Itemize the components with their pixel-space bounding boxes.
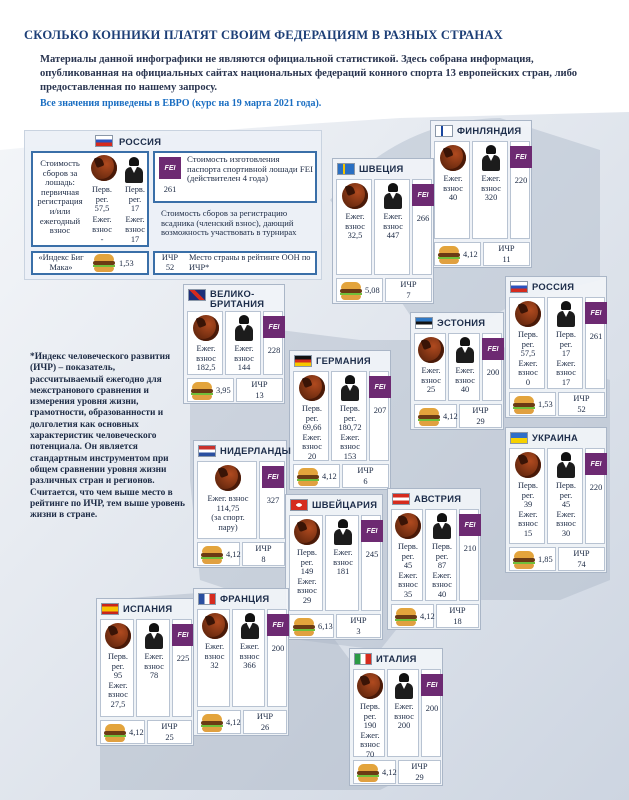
country-card-estonia <box>410 312 504 430</box>
fei-passport-icon: FEI <box>262 466 284 488</box>
hdi-value: 6 <box>363 477 368 486</box>
rider-fee-text: Ежег. взнос 78 <box>144 652 164 681</box>
fei-passport-icon: FEI <box>421 674 443 696</box>
fei-passport-cell <box>585 448 605 544</box>
hdi-footnote: *Индекс человеческого развития (ИЧР) – показатель, рассчитываемый ежегодно для межстранового сравнения и измерения уровня жизни, грамотности, образованности и долголетия как основных характеристик человеческого потенциала. Он является стандартным инструментом при общем сравнении уровня жизни различных стран и регионов. Считается, что чем выше место в рейтинге по ИЧР, тем выше уровень жизни в стране. <box>30 352 185 521</box>
country-name: ФИНЛЯНДИЯ <box>457 125 522 136</box>
horse-fee-cell <box>289 515 323 611</box>
fei-passport-value: 220 <box>589 483 603 492</box>
bigmac-cell <box>509 392 556 416</box>
germany-flag-icon <box>294 355 312 367</box>
hdi-cell <box>243 710 287 734</box>
country-card-switzerland <box>285 494 383 640</box>
legend-horse-first-val: 57,5 <box>94 204 110 213</box>
rider-fee-text: Перв. рег. 17 Ежег. взнос 17 <box>555 330 576 387</box>
big-mac-icon <box>201 714 223 732</box>
bigmac-cell <box>289 614 334 638</box>
country-card-italy <box>349 648 443 786</box>
horse-head-icon <box>193 315 219 341</box>
horse-fee-text: Ежег. взнос 32,5 <box>345 212 365 241</box>
fei-passport-icon: FEI <box>412 184 434 206</box>
hdi-value: 25 <box>165 733 174 742</box>
fei-passport-icon: FEI <box>361 520 383 542</box>
horse-head-icon <box>515 452 541 478</box>
fei-passport-icon: FEI <box>585 453 607 475</box>
rider-fee-text: Перв. рег. 45 Ежег. взнос 30 <box>555 481 576 538</box>
spain-flag-icon <box>101 603 119 615</box>
big-mac-icon <box>513 551 535 569</box>
hdi-label: ИЧР <box>472 406 489 415</box>
fei-passport-icon: FEI <box>482 338 504 360</box>
fei-passport-cell <box>482 333 502 401</box>
hdi-value: 11 <box>502 255 511 264</box>
fei-passport-value: 228 <box>267 346 281 355</box>
big-mac-icon <box>191 382 213 400</box>
page-title: СКОЛЬКО КОННИКИ ПЛАТЯТ СВОИМ ФЕДЕРАЦИЯМ В РАЗНЫХ СТРАНАХ <box>24 28 503 42</box>
horse-head-icon <box>105 623 131 649</box>
rider-fee-text: Ежег. взнос 320 <box>481 174 501 203</box>
rider-icon <box>455 337 475 363</box>
rider-fee-text: Ежег. взнос 40 <box>455 366 475 395</box>
fei-passport-icon: FEI <box>267 614 289 636</box>
country-card-netherlands <box>193 440 292 568</box>
big-mac-icon <box>93 254 115 272</box>
estonia-flag-icon <box>415 317 433 329</box>
hdi-value: 52 <box>577 405 586 414</box>
horse-fee-text: Перв. рег. 39 Ежег. взнос 15 <box>517 481 538 538</box>
currency-note: Все значения приведены в ЕВРО (курс на 19 марта 2021 года). <box>40 98 322 109</box>
legend-rider-annual: Ежег. взнос <box>125 215 145 234</box>
bigmac-value: 4,12 <box>443 412 458 421</box>
legend-hdi-desc: Место страны в рейтинге ООН по ИЧР* <box>189 253 311 272</box>
horse-head-icon <box>91 155 117 181</box>
fei-passport-cell <box>585 297 605 389</box>
horse-fee-text: Перв. рег. 69,66 Ежег. взнос 20 <box>301 404 322 461</box>
fei-passport-cell <box>412 179 432 275</box>
russia-flag-icon <box>95 135 113 147</box>
hdi-value: 8 <box>261 555 266 564</box>
country-name: ФРАНЦИЯ <box>220 593 270 604</box>
country-name: АВСТРИЯ <box>414 493 462 504</box>
fei-passport-icon: FEI <box>159 157 181 179</box>
horse-head-icon <box>294 519 320 545</box>
hdi-label: ИЧР <box>449 606 466 615</box>
legend-panel <box>24 130 322 280</box>
rider-fee-cell <box>331 371 367 461</box>
country-card-ukraine <box>505 427 607 573</box>
horse-fee-cell <box>434 141 470 239</box>
legend-bigmac-val: 1,53 <box>119 259 134 268</box>
legend-horse-first: Перв. рег. <box>91 185 112 204</box>
legend-bigmac-label: «Индекс Биг Мака» <box>38 253 84 272</box>
hdi-label: ИЧР <box>251 380 268 389</box>
fei-passport-value: 200 <box>486 368 500 377</box>
horse-fee-text: Перв. рег. 95 Ежег. взнос 27,5 <box>107 652 128 709</box>
bigmac-cell <box>197 710 241 734</box>
country-card-france <box>193 588 289 736</box>
bigmac-cell <box>414 404 457 428</box>
bigmac-value: 1,53 <box>538 400 553 409</box>
horse-fee-text: Ежег. взнос 114,75 (за спорт. пару) <box>207 494 249 532</box>
bigmac-cell <box>293 464 340 488</box>
horse-fee-cell <box>414 333 446 401</box>
fei-passport-icon: FEI <box>459 514 481 536</box>
fei-passport-icon: FEI <box>585 302 607 324</box>
country-card-finland <box>430 120 532 268</box>
finland-flag-icon <box>435 125 453 137</box>
hdi-label: ИЧР <box>350 616 367 625</box>
horse-fee-text: Перв. рег. 57,5 Ежег. взнос 0 <box>517 330 538 387</box>
hdi-label: ИЧР <box>573 394 590 403</box>
bigmac-value: 4,12 <box>322 472 337 481</box>
hdi-value: 74 <box>577 560 586 569</box>
hdi-cell <box>336 614 381 638</box>
country-name: ЭСТОНИЯ <box>437 317 486 328</box>
legend-fei-desc: Стоимость изготовления паспорта спортивной лошади FEI (действителен 4 года) <box>187 154 314 184</box>
horse-fee-cell <box>197 609 230 707</box>
fei-passport-value: 266 <box>416 214 430 223</box>
hdi-cell <box>147 720 192 744</box>
hdi-cell <box>558 392 605 416</box>
horse-fee-cell <box>336 179 372 275</box>
horse-head-icon <box>515 301 541 327</box>
big-mac-icon <box>340 282 362 300</box>
country-name: ШВЕЙЦАРИЯ <box>312 499 378 510</box>
country-card-austria <box>387 488 481 630</box>
country-card-sweden <box>332 158 434 304</box>
fei-passport-value: 327 <box>266 496 280 505</box>
fei-passport-cell <box>459 509 479 601</box>
hdi-value: 7 <box>406 291 411 300</box>
hdi-cell <box>459 404 502 428</box>
rider-fee-cell <box>425 509 457 601</box>
rider-fee-cell <box>547 448 583 544</box>
rider-fee-cell <box>472 141 508 239</box>
bigmac-value: 4,12 <box>226 718 241 727</box>
fei-passport-cell <box>267 609 287 707</box>
fei-passport-icon: FEI <box>510 146 532 168</box>
rider-fee-cell <box>448 333 480 401</box>
hdi-value: 3 <box>356 627 361 636</box>
horse-head-icon <box>342 183 368 209</box>
big-mac-icon <box>418 408 440 426</box>
fei-passport-value: 225 <box>176 654 190 663</box>
fei-passport-cell <box>421 669 441 757</box>
ukraine-flag-icon <box>510 432 528 444</box>
legend-horse-annual-val: - <box>100 235 104 244</box>
bigmac-cell <box>391 604 434 628</box>
bigmac-cell <box>100 720 145 744</box>
legend-country: РОССИЯ <box>119 136 162 147</box>
rider-fee-text: Перв. рег. 87 Ежег. взнос 40 <box>431 542 452 599</box>
fei-passport-value: 245 <box>365 550 379 559</box>
country-name: ВЕЛИКО-БРИТАНИЯ <box>210 288 265 309</box>
hdi-label: ИЧР <box>255 544 272 553</box>
rider-fee-cell <box>232 609 265 707</box>
big-mac-icon <box>357 764 379 782</box>
country-card-russia <box>505 276 607 418</box>
bigmac-cell <box>336 278 383 302</box>
bigmac-cell <box>353 760 396 784</box>
horse-fee-text: Ежег. взнос 182,5 <box>196 344 216 373</box>
horse-head-icon <box>202 613 228 639</box>
rider-icon <box>394 673 414 699</box>
fei-passport-cell <box>172 619 192 717</box>
hdi-label: ИЧР <box>411 762 428 771</box>
legend-fei-val: 261 <box>163 185 177 194</box>
horse-fee-cell <box>197 461 257 539</box>
country-card-uk <box>183 284 285 404</box>
bigmac-cell <box>509 547 556 571</box>
rider-fee-text: Ежег. взнос 144 <box>234 344 254 373</box>
legend-fee-desc: Стоимость сборов за лошадь: первичная регистрация и/или ежегодный взнос <box>37 158 83 236</box>
bigmac-value: 4,12 <box>420 612 435 621</box>
fei-passport-icon: FEI <box>369 376 391 398</box>
uk-flag-icon <box>188 289 206 301</box>
bigmac-value: 4,12 <box>129 728 144 737</box>
bigmac-value: 4,12 <box>382 768 397 777</box>
horse-fee-text: Ежег. взнос 40 <box>443 174 463 203</box>
fei-passport-value: 207 <box>373 406 387 415</box>
fei-passport-value: 200 <box>271 644 285 653</box>
hdi-value: 26 <box>260 723 270 732</box>
rider-icon <box>240 613 260 639</box>
hdi-cell <box>342 464 389 488</box>
big-mac-icon <box>438 246 460 264</box>
fei-passport-value: 210 <box>463 544 477 553</box>
fei-passport-cell <box>263 311 283 375</box>
rider-icon <box>432 513 452 539</box>
rider-icon <box>556 301 576 327</box>
bigmac-value: 1,85 <box>538 555 553 564</box>
big-mac-icon <box>395 608 417 626</box>
rider-fee-cell <box>547 297 583 389</box>
legend-horse-annual: Ежег. взнос <box>92 215 112 234</box>
horse-fee-text: Перв. рег. 149 Ежег. взнос 29 <box>296 548 317 605</box>
country-name: РОССИЯ <box>532 281 575 292</box>
rider-icon <box>333 519 353 545</box>
big-mac-icon <box>513 396 535 414</box>
country-name: НИДЕРЛАНДЫ <box>220 445 292 456</box>
hdi-label: ИЧР <box>357 466 374 475</box>
legend-rider-annual-val: 17 <box>130 235 140 244</box>
hdi-label: ИЧР <box>161 722 178 731</box>
big-mac-icon <box>293 618 315 636</box>
fei-passport-value: 220 <box>514 176 528 185</box>
horse-head-icon <box>395 513 421 539</box>
big-mac-icon <box>201 546 223 564</box>
horse-head-icon <box>299 375 325 401</box>
hdi-value: 29 <box>415 773 424 782</box>
fei-passport-value: 261 <box>589 332 603 341</box>
rider-fee-text: Перв. рег. 180,72 Ежег. взнос 153 <box>338 404 362 461</box>
rider-fee-cell <box>136 619 170 717</box>
horse-fee-cell <box>391 509 423 601</box>
hdi-label: ИЧР <box>256 712 274 721</box>
fei-passport-icon: FEI <box>263 316 285 338</box>
italy-flag-icon <box>354 653 372 665</box>
netherlands-flag-icon <box>198 445 216 457</box>
big-mac-icon <box>297 468 319 486</box>
fei-passport-cell <box>510 141 530 239</box>
rider-icon <box>340 375 360 401</box>
horse-fee-cell <box>509 448 545 544</box>
hdi-cell <box>236 378 283 402</box>
austria-flag-icon <box>392 493 410 505</box>
horse-fee-cell <box>100 619 134 717</box>
rider-icon <box>144 623 164 649</box>
horse-fee-text: Ежег. взнос 25 <box>421 366 441 395</box>
rider-fee-cell <box>374 179 410 275</box>
fei-passport-cell <box>259 461 285 539</box>
bigmac-cell <box>434 242 481 266</box>
horse-fee-text: Перв. рег. 45 Ежег. взнос 35 <box>397 542 418 599</box>
switzerland-flag-icon <box>290 499 308 511</box>
legend-hdi-label: ИЧР <box>161 253 179 262</box>
hdi-value: 13 <box>255 391 264 400</box>
russia-flag-icon <box>510 281 528 293</box>
hdi-cell <box>436 604 479 628</box>
horse-fee-text: Ежег. взнос 32 <box>204 642 225 671</box>
hdi-cell <box>558 547 605 571</box>
fei-passport-value: 200 <box>425 704 439 713</box>
big-mac-icon <box>104 724 126 742</box>
country-name: ШВЕЦИЯ <box>359 163 404 174</box>
legend-rider-desc: Стоимость сборов за регистрацию всадника (членский взнос), дающий возможность участвовать в турнирах <box>161 208 297 238</box>
hdi-cell <box>398 760 441 784</box>
hdi-cell <box>242 542 285 566</box>
country-name: ГЕРМАНИЯ <box>316 355 371 366</box>
bigmac-value: 4,12 <box>226 550 241 559</box>
rider-icon <box>556 452 576 478</box>
legend-hdi-val: 52 <box>165 263 175 272</box>
legend-rider-first-val: 17 <box>130 204 140 213</box>
country-name: ИСПАНИЯ <box>123 603 173 614</box>
fei-passport-icon: FEI <box>172 624 194 646</box>
hdi-label: ИЧР <box>400 280 417 289</box>
horse-fee-text: Перв. рег. 190 Ежег. взнос 70 <box>359 702 380 759</box>
fei-passport-cell <box>369 371 389 461</box>
france-flag-icon <box>198 593 216 605</box>
horse-fee-cell <box>353 669 385 757</box>
bigmac-value: 3,95 <box>216 386 231 395</box>
hdi-value: 29 <box>476 417 485 426</box>
hdi-cell <box>483 242 530 266</box>
horse-head-icon <box>418 337 444 363</box>
horse-fee-cell <box>187 311 223 375</box>
bigmac-value: 4,12 <box>463 250 478 259</box>
hdi-label: ИЧР <box>573 549 590 558</box>
intro-text: Материалы данной инфографики не являются официальной статистикой. Здесь собрана информация, опубликованная на официальных сайтах национальных федераций конного спорта 13 европейских стран, либо предоставленная по нашему запросу. <box>40 54 578 93</box>
horse-fee-cell <box>293 371 329 461</box>
rider-fee-text: Ежег. взнос 181 <box>333 548 353 577</box>
rider-icon <box>234 315 254 341</box>
rider-fee-text: Ежег. взнос 200 <box>394 702 414 731</box>
rider-fee-cell <box>225 311 261 375</box>
hdi-cell <box>385 278 432 302</box>
rider-fee-text: Ежег. взнос 366 <box>239 642 260 671</box>
bigmac-cell <box>197 542 240 566</box>
bigmac-value: 5,08 <box>365 286 380 295</box>
rider-icon <box>383 183 403 209</box>
bigmac-cell <box>187 378 234 402</box>
rider-fee-cell <box>325 515 359 611</box>
fei-passport-cell <box>361 515 381 611</box>
sweden-flag-icon <box>337 163 355 175</box>
horse-head-icon <box>440 145 466 171</box>
bigmac-value: 6,13 <box>318 622 333 631</box>
country-name: УКРАИНА <box>532 432 579 443</box>
hdi-value: 18 <box>453 617 462 626</box>
legend-rider-first: Перв. рег. <box>124 185 145 204</box>
horse-fee-cell <box>509 297 545 389</box>
horse-head-icon <box>215 465 241 491</box>
hdi-label: ИЧР <box>498 244 515 253</box>
horse-head-icon <box>357 673 383 699</box>
rider-icon <box>481 145 501 171</box>
country-name: ИТАЛИЯ <box>376 653 417 664</box>
country-card-germany <box>289 350 391 490</box>
rider-icon <box>124 157 144 183</box>
rider-fee-cell <box>387 669 419 757</box>
country-card-spain <box>96 598 194 746</box>
rider-fee-text: Ежег. взнос 447 <box>383 212 403 241</box>
